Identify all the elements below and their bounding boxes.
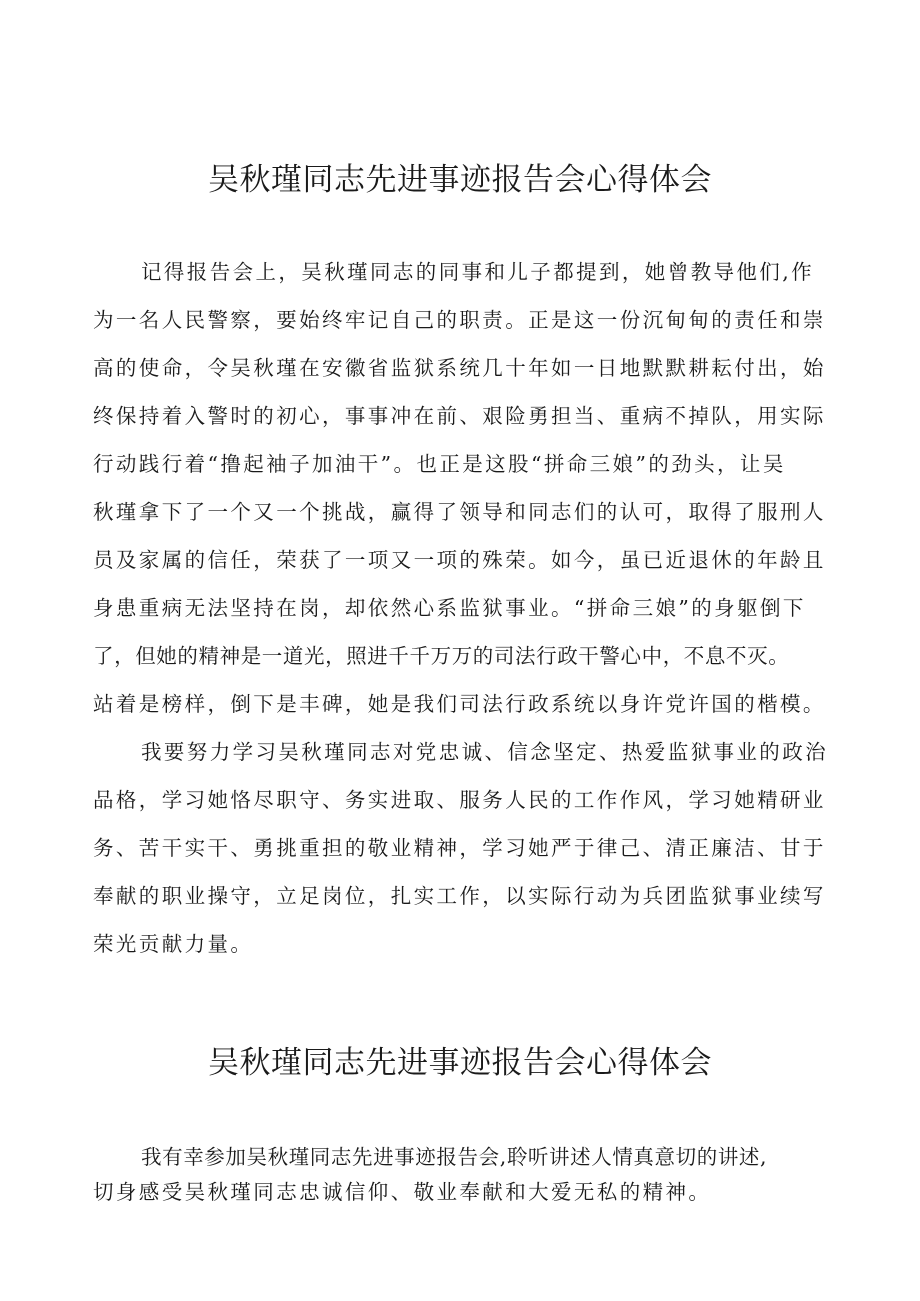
body-text [93,248,838,968]
paragraph-line: 行动践行着“撸起袖子加油干”。也正是这股“拼命三娘”的劲头，让吴 [93,452,786,476]
body-text [93,1140,838,1210]
paragraph-line: 秋瑾拿下了一个又一个挑战，赢得了领导和同志们的认可，取得了服刑人 [93,500,826,524]
paragraph-line: 身患重病无法坚持在岗，却依然心系监狱事业。“拼命三娘”的身躯倒下 [93,596,806,620]
paragraph-line: 务、苦干实干、勇挑重担的敬业精神，学习她严于律己、清正廉洁、甘于 [93,836,826,860]
document-title: 吴秋瑾同志先进事迹报告会心得体会 [208,162,712,198]
paragraph-line: 我要努力学习吴秋瑾同志对党忠诚、信念坚定、热爱监狱事业的政治 [141,740,828,764]
paragraph-line: 终保持着入警时的初心，事事冲在前、艰险勇担当、重病不掉队，用实际 [93,404,826,428]
document-title: 吴秋瑾同志先进事迹报告会心得体会 [208,1045,712,1081]
paragraph-line: 奉献的职业操守，立足岗位，扎实工作，以实际行动为兵团监狱事业续写 [93,884,826,908]
paragraph-line: 员及家属的信任，荣获了一项又一项的殊荣。如今，虽已近退休的年龄且 [93,548,826,572]
paragraph-line: 了，但她的精神是一道光，照进千千万万的司法行政干警心中，不息不灭。 [93,644,790,668]
paragraph-line: 切身感受吴秋瑾同志忠诚信仰、敬业奉献和大爱无私的精神。 [93,1180,712,1204]
paragraph-line: 品格，学习她恪尽职守、务实进取、服务人民的工作作风，学习她精研业 [93,788,826,812]
paragraph-line: 站着是榜样，倒下是丰碑，她是我们司法行政系统以身许党许国的楷模。 [93,692,826,716]
paragraph-line: 记得报告会上，吴秋瑾同志的同事和儿子都提到，她曾教导他们,作 [141,260,815,284]
paragraph-line: 荣光贡献力量。 [93,932,254,956]
paragraph-line: 为一名人民警察，要始终牢记自己的职责。正是这一份沉甸甸的责任和崇 [93,308,826,332]
paragraph-line: 我有幸参加吴秋瑾同志先进事迹报告会,聆听讲述人情真意切的讲述, [141,1145,768,1169]
paragraph-line: 高的使命，令吴秋瑾在安徽省监狱系统几十年如一日地默默耕耘付出，始 [93,356,826,380]
